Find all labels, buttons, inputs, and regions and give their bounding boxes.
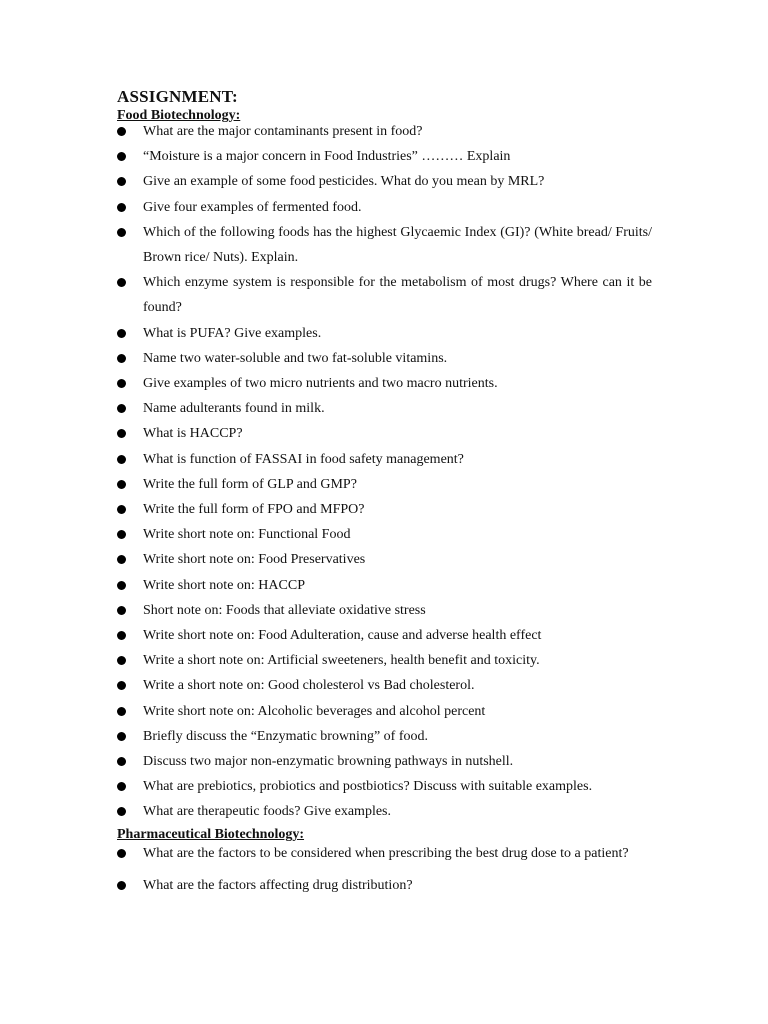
question-text: What is PUFA? Give examples.: [143, 325, 322, 341]
question-text: Short note on: Foods that alleviate oxidative stress: [143, 602, 426, 618]
section-heading-pharmaceutical-biotechnology: Pharmaceutical Biotechnology:: [117, 827, 305, 842]
bullet-icon: [117, 455, 126, 464]
list-item: [117, 573, 652, 598]
bullet-icon: [117, 732, 126, 741]
question-text: Which of the following foods has the highest Glycaemic Index (GI)? (White bread/ Fruits/ Brown rice/ Nuts). Explain.: [143, 224, 652, 266]
list-item: [117, 119, 652, 144]
bullet-icon: [117, 354, 126, 363]
question-text: Write a short note on: Good cholesterol vs Bad cholesterol.: [143, 678, 475, 694]
list-item: [117, 144, 652, 169]
list-item: [117, 169, 652, 194]
list-item: [117, 724, 652, 749]
list-item: [117, 673, 652, 698]
list-item: [117, 799, 652, 824]
list-item: [117, 346, 652, 371]
bullet-icon: [117, 606, 126, 615]
list-item: [117, 497, 652, 522]
assignment-title: ASSIGNMENT:: [117, 87, 238, 106]
question-text: Write short note on: Food Adulteration, cause and adverse health effect: [143, 628, 542, 644]
list-item: [117, 447, 652, 472]
list-item: [117, 522, 652, 547]
bullet-icon: [117, 203, 126, 212]
question-text: What is HACCP?: [143, 426, 243, 442]
list-item: [117, 845, 652, 862]
bullet-icon: [117, 404, 126, 413]
bullet-icon: [117, 807, 126, 816]
question-text: What are the major contaminants present in food?: [143, 124, 423, 139]
question-text: “Moisture is a major concern in Food Industries” ……… Explain: [143, 149, 511, 165]
list-item: [117, 877, 652, 894]
question-text: Give examples of two micro nutrients and two macro nutrients.: [143, 376, 498, 392]
bullet-icon: [117, 530, 126, 539]
bullet-icon: [117, 681, 126, 690]
question-text: Name adulterants found in milk.: [143, 401, 325, 417]
question-text: Write the full form of GLP and GMP?: [143, 476, 357, 492]
bullet-icon: [117, 278, 126, 287]
bullet-icon: [117, 555, 126, 564]
question-text: Write the full form of FPO and MFPO?: [143, 502, 365, 518]
bullet-icon: [117, 782, 126, 791]
bullet-icon: [117, 656, 126, 665]
question-text: What is function of FASSAI in food safety management?: [143, 451, 464, 467]
question-text: What are therapeutic foods? Give examples.: [143, 804, 392, 820]
bullet-icon: [117, 228, 126, 237]
question-text: What are the factors affecting drug distribution?: [143, 878, 413, 893]
question-text: Discuss two major non-enzymatic browning pathways in nutshell.: [143, 754, 514, 770]
list-item: [117, 598, 652, 623]
bullet-icon: [117, 429, 126, 438]
question-text: Write short note on: Functional Food: [143, 527, 351, 543]
question-text: Write short note on: HACCP: [143, 577, 305, 593]
list-item: [117, 421, 652, 446]
list-item: [117, 648, 652, 673]
bullet-icon: [117, 379, 126, 388]
bullet-icon: [117, 881, 126, 890]
question-text: Write short note on: Alcoholic beverages and alcohol percent: [143, 703, 486, 719]
list-item: [117, 472, 652, 497]
bullet-icon: [117, 849, 126, 858]
bullet-icon: [117, 707, 126, 716]
bullet-icon: [117, 581, 126, 590]
bullet-icon: [117, 631, 126, 640]
question-text: What are prebiotics, probiotics and postbiotics? Discuss with suitable examples.: [143, 779, 593, 795]
list-item: [117, 547, 652, 572]
question-text: Give four examples of fermented food.: [143, 199, 362, 215]
list-item: [117, 220, 652, 270]
pharmaceutical-biotechnology-question-list: [117, 845, 652, 894]
list-item: [117, 699, 652, 724]
bullet-icon: [117, 329, 126, 338]
bullet-icon: [117, 152, 126, 161]
food-biotechnology-question-list: [117, 119, 652, 825]
question-text: Give an example of some food pesticides. What do you mean by MRL?: [143, 174, 545, 190]
list-item: [117, 195, 652, 220]
list-item: [117, 774, 652, 799]
list-item: [117, 396, 652, 421]
section-heading-food-biotechnology: Food Biotechnology:: [117, 108, 241, 123]
bullet-icon: [117, 480, 126, 489]
list-item: [117, 321, 652, 346]
list-item: [117, 270, 652, 320]
question-text: Which enzyme system is responsible for the metabolism of most drugs? Where can it be found?: [143, 275, 652, 316]
question-text: Write short note on: Food Preservatives: [143, 552, 366, 568]
list-item: [117, 623, 652, 648]
bullet-icon: [117, 757, 126, 766]
list-item: [117, 371, 652, 396]
list-item: [117, 749, 652, 774]
bullet-icon: [117, 127, 126, 136]
question-text: What are the factors to be considered when prescribing the best drug dose to a patient?: [143, 846, 629, 861]
question-text: Name two water-soluble and two fat-soluble vitamins.: [143, 350, 448, 366]
question-text: Write a short note on: Artificial sweeteners, health benefit and toxicity.: [143, 653, 540, 669]
bullet-icon: [117, 505, 126, 514]
question-text: Briefly discuss the “Enzymatic browning” of food.: [143, 728, 428, 744]
bullet-icon: [117, 177, 126, 186]
